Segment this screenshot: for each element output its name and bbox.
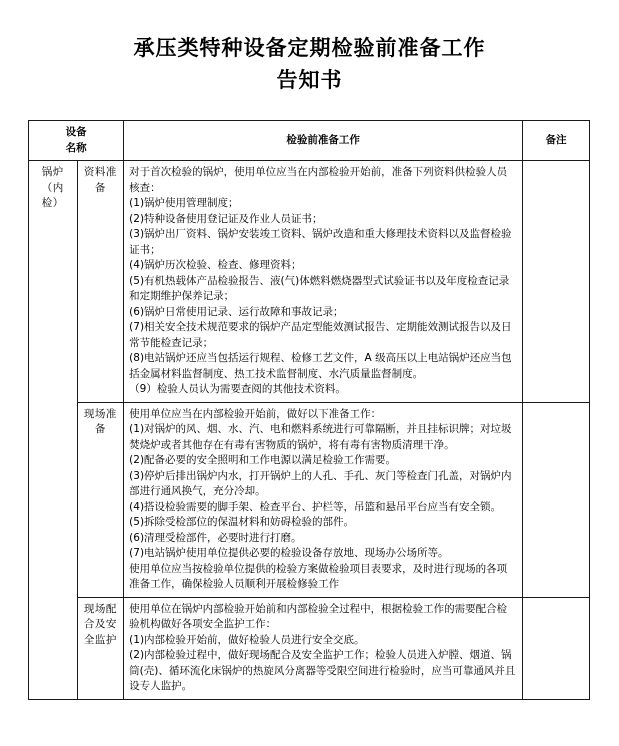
paragraph: (5)有机热载体产品检验报告、液(气)体燃料燃烧器型式试验证书以及年度检查记录和定期维护保养记录； bbox=[129, 274, 510, 302]
header-note: 备注 bbox=[523, 121, 590, 161]
paragraph: (6)锅炉日常使用记录、运行故障和事故记录； bbox=[129, 305, 344, 318]
section-content-cell bbox=[124, 402, 523, 597]
paragraph: (1)对锅炉的风、烟、水、汽、电和燃料系统进行可靠隔断，并且挂标识牌；对垃圾焚烧炉或者其他存在有毒有害物质的锅炉，将有毒有害物质清理干净。 bbox=[129, 423, 512, 451]
paragraph: (6)清理受检部件，必要时进行打磨。 bbox=[129, 531, 302, 544]
equipment-name-cell bbox=[29, 161, 78, 700]
header-equipment-name bbox=[29, 121, 124, 161]
paragraph: (7)电站锅炉使用单位提供必要的检验设备存放地、现场办公场所等。 bbox=[129, 547, 449, 559]
equipment-line-1: 锅炉 bbox=[41, 166, 64, 178]
paragraph: (7)相关安全技术规范要求的锅炉产品定型能效测试报告、定期能效测试报告以及日常节能检查记录； bbox=[129, 321, 512, 349]
paragraph: (2)配备必要的安全照明和工作电源以满足检验工作需要。 bbox=[129, 454, 397, 466]
preparation-table bbox=[28, 120, 590, 700]
paragraph: 使用单位应当按检验单位提供的检验方案做检验项目表要求，及时进行现场的各项准备工作，确保检验人员顺利开展检修验工作 bbox=[129, 562, 508, 590]
paragraph: (4)锅炉历次检验、检查、修理资料； bbox=[129, 259, 302, 271]
note-cell bbox=[523, 161, 590, 403]
page-title bbox=[28, 32, 591, 96]
section-line-1: 资料准 bbox=[83, 166, 117, 178]
header-equipment-line1: 设备 bbox=[65, 126, 87, 138]
table-row bbox=[29, 597, 590, 699]
paragraph: (3)停炉后排出锅炉内水，打开锅炉上的人孔、手孔、灰门等检查门孔盖，对锅炉内部进行通风换气，充分冷却。 bbox=[129, 469, 512, 497]
equipment-line-3: 检） bbox=[41, 197, 64, 209]
paragraph: 对于首次检验的锅炉，使用单位应当在内部检验开始前，准备下列资料供检验人员核查： bbox=[129, 166, 508, 194]
section-content-cell bbox=[124, 161, 523, 403]
section-line-2: 合及安 bbox=[83, 618, 117, 630]
table-row bbox=[29, 161, 590, 403]
header-preparation-work: 检验前准备工作 bbox=[124, 121, 523, 161]
note-cell bbox=[523, 597, 590, 699]
section-line-2: 备 bbox=[94, 181, 106, 194]
section-name-cell bbox=[77, 402, 124, 597]
paragraph: (4)搭设检验需要的脚手架、检查平台、护栏等，吊篮和悬吊平台应当有安全锁。 bbox=[129, 500, 502, 513]
paragraph: 使用单位在锅炉内部检验开始前和内部检验全过程中，根据检验工作的需要配合检验机构做好各项安全监护工作： bbox=[129, 602, 508, 630]
table-row bbox=[29, 402, 590, 597]
note-cell bbox=[523, 402, 590, 597]
section-name-cell bbox=[77, 161, 124, 403]
section-content-cell bbox=[124, 597, 523, 699]
equipment-line-2: （内 bbox=[41, 181, 64, 194]
title-line-1: 承压类特种设备定期检验前准备工作 bbox=[133, 35, 486, 60]
paragraph: (2)内部检验过程中，做好现场配合及安全监护工作；检验人员进入炉膛、烟道、锅筒(壳)、循环流化床锅炉的热旋风分离器等受限空间进行检验时，应当可靠通风并且设专人监护。 bbox=[129, 649, 516, 692]
paragraph: 使用单位应当在内部检验开始前，做好以下准备工作： bbox=[129, 407, 382, 420]
document-page bbox=[0, 32, 619, 746]
paragraph: (1)锅炉使用管理制度； bbox=[129, 197, 239, 209]
paragraph: (2)特种设备使用登记证及作业人员证书； bbox=[129, 212, 323, 225]
header-equipment-line2: 名称 bbox=[65, 141, 87, 154]
section-line-1: 现场配 bbox=[83, 602, 117, 615]
section-line-2: 备 bbox=[94, 423, 106, 435]
paragraph: (3)锅炉出厂资料、锅炉安装竣工资料、锅炉改造和重大修理技术资料以及监督检验证书； bbox=[129, 228, 512, 256]
section-name-cell bbox=[77, 597, 124, 699]
paragraph: （9）检验人员认为需要查阅的其他技术资料。 bbox=[129, 383, 346, 395]
paragraph: (5)拆除受检部位的保温材料和妨碍检验的部件。 bbox=[129, 516, 355, 528]
table-header-row bbox=[29, 121, 590, 161]
title-line-2: 告知书 bbox=[276, 67, 343, 92]
section-line-1: 现场准 bbox=[83, 407, 117, 420]
section-line-3: 全监护 bbox=[83, 633, 117, 646]
paragraph: (8)电站锅炉还应当包括运行规程、检修工艺文件，A 级高压以上电站锅炉还应当包括金属材料监督制度、热工技术监督制度、水汽质量监督制度。 bbox=[129, 352, 512, 380]
paragraph: (1)内部检验开始前，做好检验人员进行安全交底。 bbox=[129, 633, 365, 646]
